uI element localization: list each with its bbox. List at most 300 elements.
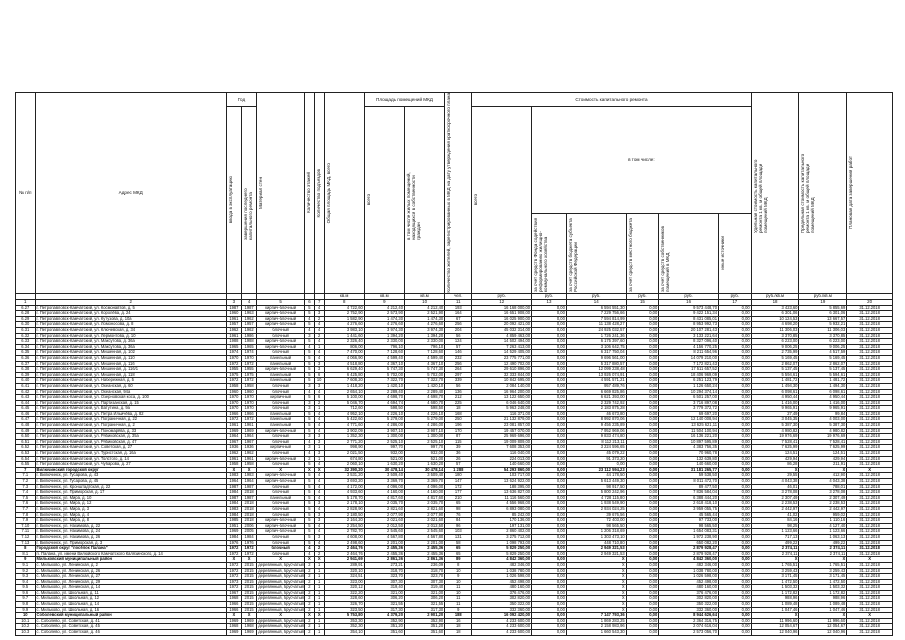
row-cost-local: 0,00: [626, 372, 659, 378]
row-floors: 5: [305, 355, 315, 361]
row-premises-living: 3 509,40: [404, 473, 444, 479]
row-premises-all: 4 379,20: [364, 613, 404, 619]
row-plan-date: 31.12.2018: [847, 579, 893, 585]
row-residents: 168: [445, 411, 472, 417]
column-number: 5: [257, 299, 305, 305]
row-address: г. Вилючинск, ул. Нахимова, д. 22: [35, 523, 226, 529]
row-total-area: 4 172,00: [324, 484, 364, 490]
row-cost-owners: 45 565,44: [659, 512, 719, 518]
row-cost-local: 0,00: [626, 316, 659, 322]
row-year-built: 1967: [226, 590, 241, 596]
row-limit-cost: 2 862,07: [799, 361, 847, 367]
row-cost-total: 32 333 844,00: [472, 372, 532, 378]
row-plan-date: 31.12.2018: [847, 445, 893, 451]
row-plan-date: 31.12.2018: [847, 473, 893, 479]
row-premises-all: 317,30: [364, 607, 404, 613]
row-unit-cost: 41,02: [751, 512, 799, 518]
row-cost-total: 11 116 560,00: [472, 495, 532, 501]
row-address: г. Петропавловск-Камчатский, ул. Океанская, д. 60: [35, 383, 226, 389]
row-floors: 3: [305, 383, 315, 389]
row-cost-owners: 8 953 992,73: [659, 322, 719, 328]
column-number: 10: [404, 299, 444, 305]
row-cost-owners: 8 944 626,64: [659, 613, 719, 619]
row-year-reno: 1970: [242, 406, 257, 412]
row-limit-cost: 1 172,82: [799, 590, 847, 596]
row-cost-region: 9 456 235,89: [566, 423, 626, 429]
row-residents: 76: [445, 512, 472, 518]
row-wall-material: панельный: [257, 378, 305, 384]
row-total-area: 4 933,60: [324, 490, 364, 496]
row-cost-total: 4 233 600,00: [472, 624, 532, 630]
row-number: 9.9: [16, 607, 36, 613]
row-year-built: 1972: [226, 378, 241, 384]
row-cost-region: 7 229 756,66: [566, 311, 626, 317]
row-total-area: 806,00: [324, 344, 364, 350]
row-cost-region: 98 565,50: [566, 523, 626, 529]
row-premises-all: 1 300,00: [364, 434, 404, 440]
row-cost-total: 16 651 908,00: [472, 311, 532, 317]
row-limit-cost: 13 667,57: [799, 316, 847, 322]
row-cost-region: 7 952 969,06: [566, 428, 626, 434]
row-premises-living: 3 974,30: [404, 327, 444, 333]
row-floors: 2: [305, 624, 315, 630]
row-limit-cost: 12 040,96: [799, 630, 847, 636]
row-premises-living: 4 286,00: [404, 423, 444, 429]
row-number: 6.29: [16, 316, 36, 322]
row-cost-local: 0,00: [626, 322, 659, 328]
row-cost-local: 0,00: [626, 355, 659, 361]
row-wall-material: кирпич-блочный: [257, 456, 305, 462]
row-floors: 3: [305, 400, 315, 406]
row-address: г. Петропавловск-Камчатский, ул. Ватутина, д. 9а: [35, 406, 226, 412]
row-premises-all: 598,50: [364, 406, 404, 412]
row-premises-all: 4 286,00: [364, 423, 404, 429]
row-year-built: 1972: [226, 551, 241, 557]
row-cost-total: 16 092 420,00: [472, 613, 532, 619]
row-cost-region: 44 178,50: [566, 473, 626, 479]
row-premises-all: 7 322,70: [364, 378, 404, 384]
row-cost-other: 0,00: [718, 395, 751, 401]
row-cost-local: 0,00: [626, 327, 659, 333]
row-number: 6.41: [16, 383, 36, 389]
row-address: г. Петропавловск-Камчатский, ул. Толстого, д. 14: [35, 456, 226, 462]
col-header-premises-all: всего: [364, 107, 404, 294]
row-premises-living: 3 907,10: [404, 428, 444, 434]
row-plan-date: 31.12.2018: [847, 624, 893, 630]
row-entrances: X: [314, 467, 324, 473]
row-floors: 5: [305, 495, 315, 501]
row-premises-living: 796,10: [404, 344, 444, 350]
row-cost-owners: 4 156 770,25: [659, 344, 719, 350]
row-cost-owners: 59 538,50: [659, 473, 719, 479]
row-limit-cost: 1 110,16: [799, 518, 847, 524]
row-cost-fund: 0,00: [532, 529, 567, 535]
row-number: 9.5: [16, 585, 36, 591]
row-cost-fund: 0,00: [532, 484, 567, 490]
row-cost-owners: 332 360,00: [659, 607, 719, 613]
row-wall-material: кирпич-блочный: [257, 322, 305, 328]
repair-plan-table: [15, 92, 893, 636]
row-year-built: 1972: [226, 361, 241, 367]
row-cost-region: 6 175 397,60: [566, 339, 626, 345]
row-plan-date: 31.12.2018: [847, 546, 893, 552]
row-premises-all: 4 698,70: [364, 395, 404, 401]
row-residents: 196: [445, 423, 472, 429]
row-year-reno: 1964: [242, 479, 257, 485]
row-cost-owners: 98 565,50: [659, 523, 719, 529]
row-year-reno: 1962: [242, 316, 257, 322]
row-cost-local: 0,00: [626, 630, 659, 636]
row-premises-living: 30 478,14: [404, 467, 444, 473]
row-plan-date: X: [847, 557, 893, 563]
row-premises-living: 7 322,70: [404, 378, 444, 384]
row-cost-fund: 0,00: [532, 316, 567, 322]
row-cost-owners: 6 251 123,79: [659, 378, 719, 384]
row-year-reno: 1970: [242, 395, 257, 401]
column-number: 8: [324, 299, 364, 305]
row-wall-material: блочный: [257, 484, 305, 490]
row-unit-cost: 1 047,46: [751, 607, 799, 613]
col-header-limit-cost: Предельная стоимость капитального ремонта 1 кв. м общей площади помещений МКД: [799, 93, 847, 294]
row-cost-local: 0,00: [626, 395, 659, 401]
row-floors: 5: [305, 395, 315, 401]
row-floors: 2: [305, 585, 315, 591]
row-plan-date: 31.12.2018: [847, 350, 893, 356]
row-entrances: 1: [314, 618, 324, 624]
row-residents: 188: [445, 613, 472, 619]
row-year-reno: 1988: [242, 339, 257, 345]
row-cost-owners: 9 422 151,34: [659, 311, 719, 317]
row-cost-other: 0,00: [718, 618, 751, 624]
row-cost-local: 0,00: [626, 529, 659, 535]
row-unit-cost: 2 442,97: [751, 506, 799, 512]
col-header-total-area: Общая площадь МКД, всего: [324, 93, 364, 294]
row-cost-region: X: [566, 557, 626, 563]
row-cost-owners: 1 972 238,90: [659, 534, 719, 540]
row-wall-material: деревянный, брусчатый: [258, 590, 304, 595]
row-wall-material: деревянный, брусчатый: [258, 579, 304, 584]
row-premises-living: 351,20: [404, 624, 444, 630]
row-plan-date: 31.12.2018: [847, 305, 893, 311]
row-plan-date: 31.12.2018: [847, 383, 893, 389]
row-premises-all: 2 077,90: [364, 512, 404, 518]
row-year-reno: 1960: [242, 389, 257, 395]
row-residents: 193: [445, 305, 472, 311]
row-address: г. Петропавловск-Камчатский, ул. Рябиковская, д. 47: [35, 439, 226, 445]
unit-cost-fund: руб.: [532, 293, 567, 299]
row-year-built: 1983: [226, 506, 241, 512]
row-cost-local: 0,00: [626, 400, 659, 406]
row-cost-other: 0,00: [718, 333, 751, 339]
row-plan-date: 31.12.2018: [847, 311, 893, 317]
row-unit-cost: 9 965,91: [751, 406, 799, 412]
row-unit-cost: 2 307,49: [751, 495, 799, 501]
column-number: 2: [35, 299, 226, 305]
row-unit-cost: 1 503,32: [751, 585, 799, 591]
row-premises-living: 2 455,36: [404, 551, 444, 557]
row-cost-region: 39 676,56: [566, 512, 626, 518]
row-cost-local: 0,00: [626, 428, 659, 434]
row-number: 7.3: [16, 484, 36, 490]
row-limit-cost: 1 765,51: [799, 562, 847, 568]
row-cost-total: 332 360,00: [472, 607, 532, 613]
row-cost-fund: 0,00: [532, 490, 567, 496]
row-residents: 124: [445, 339, 472, 345]
row-cost-local: 0,00: [626, 590, 659, 596]
row-cost-fund: 0,00: [532, 439, 567, 445]
row-cost-local: 0,00: [626, 568, 659, 574]
row-year-reno: 2015: [242, 607, 257, 613]
row-number: 6.38: [16, 367, 36, 373]
row-year-built: 1970: [226, 400, 241, 406]
row-limit-cost: 5 855,69: [799, 305, 847, 311]
row-entrances: 4: [314, 484, 324, 490]
row-cost-local: 0,00: [626, 574, 659, 580]
row-unit-cost: 4 980,82: [751, 428, 799, 434]
row-cost-owners: 6 388 444,20: [659, 495, 719, 501]
row-premises-all: 2 545,60: [364, 529, 404, 535]
row-entrances: 3: [314, 512, 324, 518]
row-address: г. Петропавловск-Камчатский, ул. Океанская, 94а: [35, 389, 226, 395]
row-cost-total: 116 371,00: [472, 411, 532, 417]
row-premises-all: 321,00: [364, 590, 404, 596]
row-plan-date: 31.12.2018: [847, 551, 893, 557]
row-address: с. Соболево, ул. Советская, д. 46: [35, 630, 226, 636]
row-year-reno: 1972: [242, 361, 257, 367]
row-cost-total: 6 046 640,00: [472, 400, 532, 406]
row-cost-total: 16 025 900,00: [472, 316, 532, 322]
row-limit-cost: 4 043,38: [799, 479, 847, 485]
row-cost-region: 9 696 561,00: [566, 355, 626, 361]
row-premises-living: 4 096,00: [404, 484, 444, 490]
row-floors: 5: [305, 417, 315, 423]
row-cost-other: 0,00: [718, 462, 751, 468]
row-year-reno: 2015: [242, 602, 257, 608]
row-year-built: 1936: [226, 445, 241, 451]
row-number: 6.52: [16, 445, 36, 451]
row-residents: 177: [445, 490, 472, 496]
row-cost-other: 0,00: [718, 361, 751, 367]
row-cost-total: 25 969 696,00: [472, 434, 532, 440]
row-year-reno: 1970: [242, 400, 257, 406]
row-cost-owners: 350 322,00: [659, 602, 719, 608]
row-cost-local: 0,00: [626, 534, 659, 540]
row-year-built: 1972: [226, 585, 241, 591]
col-header-unit-cost: Удельная стоимость капитального ремонта 1 кв. м общей площади помещений МКД: [751, 93, 799, 294]
row-cost-local: 0,00: [626, 383, 659, 389]
row-premises-living: 321,55: [404, 602, 444, 608]
col-header-plan-date: Плановая дата завершения работ: [847, 93, 893, 294]
row-premises-living: 306,20: [404, 596, 444, 602]
row-cost-local: 0,00: [626, 557, 659, 563]
row-year-reno: 2018: [242, 490, 257, 496]
row-cost-total: 197 131,00: [472, 523, 532, 529]
row-year-reno: 1955: [242, 367, 257, 373]
row-total-area: 353,30: [324, 618, 364, 624]
row-floors: 5: [305, 501, 315, 507]
row-cost-owners: 3 133 221,64: [659, 333, 719, 339]
row-premises-living: 2 330,00: [404, 339, 444, 345]
row-limit-cost: 959,02: [799, 512, 847, 518]
row-year-reno: 2006: [242, 523, 257, 529]
row-cost-region: 2 183 875,28: [566, 406, 626, 412]
row-residents: 250: [445, 417, 472, 423]
row-number: 6.36: [16, 355, 36, 361]
row-entrances: 3: [314, 534, 324, 540]
row-year-built: 1961: [226, 423, 241, 429]
row-limit-cost: 412,90: [799, 473, 847, 479]
row-cost-owners: 2 879 928,47: [659, 551, 719, 557]
row-residents: 297: [445, 372, 472, 378]
row-cost-other: 0,00: [718, 339, 751, 345]
row-number: 6.37: [16, 361, 36, 367]
row-floors: 5: [305, 322, 315, 328]
row-floors: 5: [305, 411, 315, 417]
row-cost-fund: 0,00: [532, 562, 567, 568]
row-residents: 26: [445, 456, 472, 462]
row-premises-all: 2 455,36: [364, 551, 404, 557]
row-premises-all: 323,70: [364, 574, 404, 580]
row-address: Вилючинский городской округ: [35, 467, 226, 473]
row-residents: 9: [445, 574, 472, 580]
row-premises-all: 2 012,50: [364, 523, 404, 529]
row-address: г. Вилючинск, ул. Кронштадтская, д. 22: [35, 484, 226, 490]
col-header-premises-living: в том числе жилых помещений, находящихся в собственности граждан: [404, 107, 444, 294]
row-plan-date: X: [847, 467, 893, 473]
row-cost-fund: 0,00: [532, 344, 567, 350]
row-cost-total: 45 032 314,00: [472, 327, 532, 333]
row-address: г. Петропавловск-Камчатский, ул. Пограничная, д. 22: [35, 417, 226, 423]
column-number: 18: [751, 299, 799, 305]
row-floors: X: [305, 613, 315, 619]
row-cost-region: 2 949 321,53: [566, 546, 626, 552]
row-entrances: 1: [314, 624, 324, 630]
row-total-area: 2 180,50: [324, 512, 364, 518]
row-unit-cost: 717,13: [751, 534, 799, 540]
row-cost-local: 0,00: [626, 579, 659, 585]
row-wall-material: блочный: [257, 462, 305, 468]
row-premises-living: 1 394,20: [404, 333, 444, 339]
row-number: 6.43: [16, 395, 36, 401]
row-total-area: 7 608,20: [324, 378, 364, 384]
row-unit-cost: 4 043,38: [751, 479, 799, 485]
row-unit-cost: 7 528,41: [751, 439, 799, 445]
row-cost-total: 14 529 405,00: [472, 350, 532, 356]
row-plan-date: 31.12.2018: [847, 585, 893, 591]
col-header-cost-owners: за счет средств собственников помещений в МКД: [659, 213, 719, 293]
row-cost-total: 13 122 650,00: [472, 395, 532, 401]
row-year-built: 1983: [226, 473, 241, 479]
row-total-area: 5 178,70: [324, 495, 364, 501]
row-year-built: 1960: [226, 389, 241, 395]
row-cost-region: 13 926 074,91: [566, 372, 626, 378]
row-premises-living: 2 821,60: [404, 506, 444, 512]
row-cost-other: 0,00: [718, 557, 751, 563]
row-address: г. Петропавловск-Камчатский, ул. Чубарова, д. 27: [35, 462, 226, 468]
row-cost-region: 2 949 321,53: [566, 551, 626, 557]
row-residents: 18: [445, 624, 472, 630]
row-cost-owners: 12 140 008,94: [659, 417, 719, 423]
row-floors: 5: [305, 339, 315, 345]
row-residents: 256: [445, 361, 472, 367]
row-plan-date: 31.12.2018: [847, 484, 893, 490]
row-unit-cost: 3 370,85: [751, 333, 799, 339]
row-number: 9.3: [16, 574, 36, 580]
row-cost-fund: 0,00: [532, 355, 567, 361]
row-unit-cost: 3 171,45: [751, 574, 799, 580]
row-premises-living: 932,00: [404, 451, 444, 457]
row-address: Мильковский муниципальный район: [35, 557, 226, 563]
row-entrances: X: [314, 613, 324, 619]
row-year-reno: 1987: [242, 495, 257, 501]
row-wall-material: кирпич-блочный: [257, 473, 305, 479]
row-wall-material: кирпич-блочный: [257, 305, 305, 311]
row-plan-date: 31.12.2018: [847, 512, 893, 518]
row-premises-living: 521,00: [404, 456, 444, 462]
row-premises-all: 4 567,80: [364, 534, 404, 540]
row-entrances: 6: [314, 372, 324, 378]
row-year-reno: 1969: [242, 618, 257, 624]
row-year-built: 1961: [226, 333, 241, 339]
row-cost-other: 0,00: [718, 344, 751, 350]
row-total-area: 3 983,10: [324, 327, 364, 333]
row-premises-living: 323,70: [404, 574, 444, 580]
row-premises-living: 2 012,50: [404, 523, 444, 529]
row-plan-date: 31.12.2018: [847, 428, 893, 434]
row-year-built: 1974: [226, 350, 241, 356]
row-premises-living: 318,70: [404, 568, 444, 574]
row-limit-cost: 4 980,82: [799, 428, 847, 434]
row-number: 7.13: [16, 540, 36, 546]
row-cost-other: 0,00: [718, 367, 751, 373]
row-address: г. Петропавловск-Камчатский, ул. Туристская, д. 16а: [35, 451, 226, 457]
row-premises-all: 2 525,10: [364, 439, 404, 445]
row-premises-living: 317,30: [404, 607, 444, 613]
row-cost-region: X: [566, 596, 626, 602]
row-address: с. Соболево, ул. Советская, д. 45: [35, 624, 226, 630]
row-entrances: 3: [314, 501, 324, 507]
column-number: 11: [445, 299, 472, 305]
row-cost-fund: 0,00: [532, 557, 567, 563]
row-year-reno: 1972: [242, 551, 257, 557]
row-floors: 5: [305, 534, 315, 540]
row-entrances: 1: [314, 406, 324, 412]
row-cost-owners: 3 959 055,75: [659, 506, 719, 512]
row-total-area: 2 941,69: [324, 557, 364, 563]
row-address: с. Мильково, ул. Школьная, д. 11: [35, 590, 226, 596]
row-cost-owners: 4 842 360,00: [659, 557, 719, 563]
row-cost-total: 2 084 140,00: [472, 383, 532, 389]
row-premises-all: 2 289,40: [364, 389, 404, 395]
row-premises-living: 351,60: [404, 630, 444, 636]
row-address: г. Петропавловск-Камчатский, ул. Мишенная, д. 110: [35, 355, 226, 361]
row-floors: 5: [305, 490, 315, 496]
row-cost-local: 0,00: [626, 585, 659, 591]
row-year-built: 1984: [226, 501, 241, 507]
row-cost-region: 2 329 742,92: [566, 400, 626, 406]
row-cost-fund: 0,00: [532, 327, 567, 333]
row-year-built: 1967: [226, 439, 241, 445]
row-residents: 256: [445, 322, 472, 328]
row-year-reno: 1969: [242, 630, 257, 636]
row-number: 7.1: [16, 473, 36, 479]
row-cost-local: 0,00: [626, 618, 659, 624]
row-cost-local: 0,00: [626, 624, 659, 630]
row-unit-cost: 5 594,61: [751, 372, 799, 378]
row-number: 6.53: [16, 451, 36, 457]
row-floors: 2: [305, 602, 315, 608]
row-cost-fund: 0,00: [532, 473, 567, 479]
